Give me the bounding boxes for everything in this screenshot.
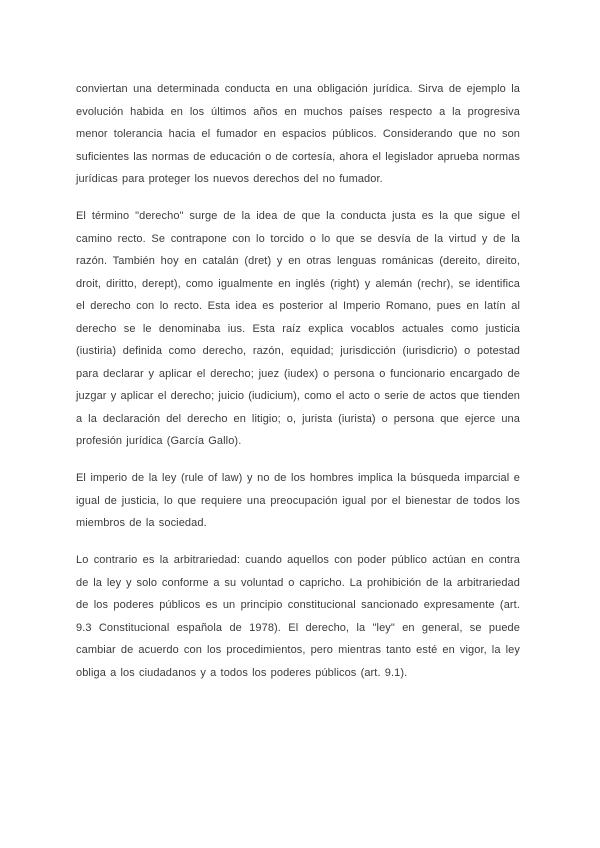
- paragraph-arbitrariedad: Lo contrario es la arbitrariedad: cuando aquellos con poder público actúan en contra de la ley y solo conforme a su voluntad o capricho. La prohibición de la arbitrariedad de los poderes públicos es un principio constitucional sancionado expresamente (art. 9.3 Constitucional española de 1978). El derecho, la "ley" en general, se puede cambiar de acuerdo con los procedimientos, pero mientras tanto esté en vigor, la ley obliga a los ciudadanos y a todos los poderes públicos (art. 9.1).: [76, 554, 520, 679]
- paragraph-smoking-example: conviertan una determinada conducta en una obligación jurídica. Sirva de ejemplo la evolución habida en los últimos años en muchos países respecto a la progresiva menor tolerancia hacia el fumador en espacios públicos. Considerando que no son suficientes las normas de educación o de cortesía, ahora el legislador aprueba normas jurídicas para proteger los nuevos derechos del no fumador.: [76, 83, 520, 185]
- paragraph-rule-of-law: El imperio de la ley (rule of law) y no de los hombres implica la búsqueda imparcial e igual de justicia, lo que requiere una preocupación igual por el bienestar de todos los miembros de la sociedad.: [76, 472, 520, 529]
- paragraph-term-derecho: El término "derecho" surge de la idea de que la conducta justa es la que sigue el camino recto. Se contrapone con lo torcido o lo que se desvía de la virtud y de la razón. También hoy en catalán (dret) y en otras lenguas románicas (dereito, direito, droit, diritto, derept), como igualmente en inglés (right) y alemán (rechr), se identifica el derecho con lo recto. Esta idea es posterior al Imperio Romano, pues en latín al derecho se le denominaba ius. Esta raíz explica vocablos actuales como justicia (iustiria) definida como derecho, razón, equidad; jurisdicción (iurisdicrio) o potestad para declarar y aplicar el derecho; juez (iudex) o persona o funcionario encargado de juzgar y aplicar el derecho; juicio (iudicium), como el acto o serie de actos que tienden a la declaración del derecho en litigio; o, jurista (iurista) o persona que ejerce una profesión jurídica (García Gallo).: [76, 210, 520, 447]
